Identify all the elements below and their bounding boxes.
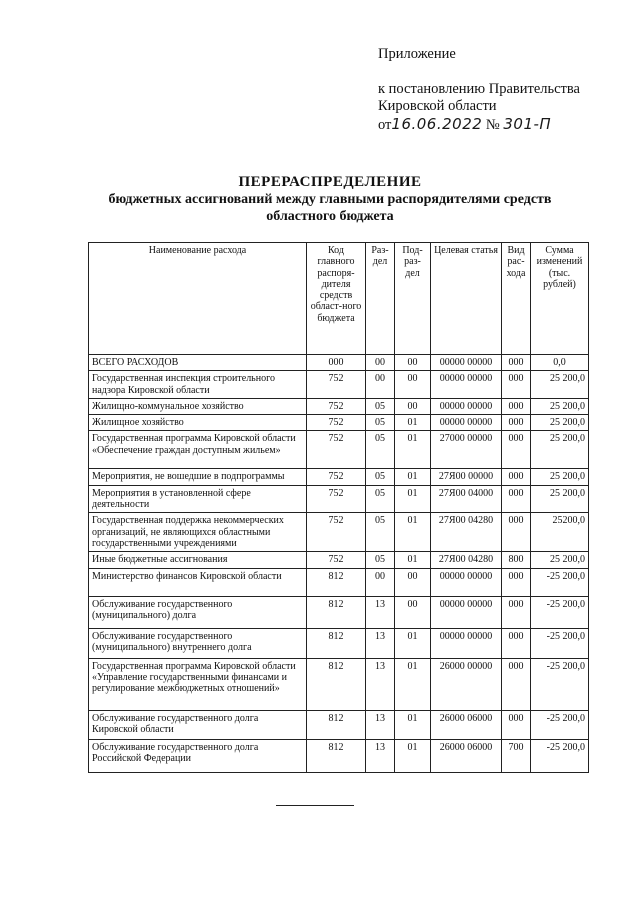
row-subsection: 01 <box>395 739 431 772</box>
appendix-date-number <box>378 116 580 135</box>
row-sum: -25 200,0 <box>531 739 589 772</box>
row-sum: 25 200,0 <box>531 371 589 399</box>
row-article: 26000 06000 <box>431 739 502 772</box>
table-row <box>89 552 589 568</box>
table-row <box>89 371 589 399</box>
row-section: 05 <box>366 415 395 431</box>
table-header-row <box>89 243 589 355</box>
row-article: 27Я00 04280 <box>431 552 502 568</box>
header-code: Код главного распоря-дителя средств област-ного бюджета <box>307 243 366 355</box>
row-name: Обслуживание государственного долга Российской Федерации <box>89 739 307 772</box>
row-section: 05 <box>366 513 395 552</box>
row-name: Обслуживание государственного (муниципального) внутреннего долга <box>89 628 307 658</box>
row-subsection: 01 <box>395 431 431 469</box>
handwritten-date: 16.06.2022 <box>391 114 483 133</box>
row-name: Государственная инспекция строительного надзора Кировской области <box>89 371 307 399</box>
row-kind: 000 <box>502 371 531 399</box>
row-article: 00000 00000 <box>431 398 502 414</box>
row-kind: 000 <box>502 568 531 596</box>
row-kind: 000 <box>502 596 531 628</box>
table-row <box>89 398 589 414</box>
row-kind: 700 <box>502 739 531 772</box>
row-section: 00 <box>366 371 395 399</box>
row-code: 812 <box>307 658 366 710</box>
budget-table <box>88 242 589 773</box>
row-subsection: 01 <box>395 513 431 552</box>
row-subsection: 01 <box>395 415 431 431</box>
row-sum: -25 200,0 <box>531 596 589 628</box>
row-section: 13 <box>366 596 395 628</box>
row-article: 26000 06000 <box>431 710 502 739</box>
row-name: Государственная программа Кировской области «Обеспечение граждан доступным жильем» <box>89 431 307 469</box>
row-code: 812 <box>307 710 366 739</box>
table-row <box>89 658 589 710</box>
row-section: 00 <box>366 355 395 371</box>
table-row <box>89 431 589 469</box>
table-row <box>89 710 589 739</box>
header-section: Раз-дел <box>366 243 395 355</box>
row-sum: 25 200,0 <box>531 469 589 485</box>
row-article: 26000 00000 <box>431 658 502 710</box>
row-name: Жилищное хозяйство <box>89 415 307 431</box>
row-subsection: 01 <box>395 628 431 658</box>
row-section: 13 <box>366 739 395 772</box>
document-subtitle-1: бюджетных ассигнований между главными распорядителями средств <box>108 192 552 207</box>
row-kind: 000 <box>502 628 531 658</box>
table-row <box>89 513 589 552</box>
row-kind: 000 <box>502 415 531 431</box>
header-kind: Вид рас-хода <box>502 243 531 355</box>
table-row <box>89 568 589 596</box>
row-sum: -25 200,0 <box>531 710 589 739</box>
row-kind: 000 <box>502 398 531 414</box>
row-section: 05 <box>366 552 395 568</box>
row-sum: 25 200,0 <box>531 398 589 414</box>
row-kind: 000 <box>502 658 531 710</box>
table-row <box>89 355 589 371</box>
row-code: 752 <box>307 415 366 431</box>
appendix-resolution: к постановлению Правительства <box>378 80 580 97</box>
row-section: 13 <box>366 628 395 658</box>
row-sum: 25 200,0 <box>531 415 589 431</box>
row-kind: 000 <box>502 355 531 371</box>
row-sum: -25 200,0 <box>531 568 589 596</box>
row-subsection: 00 <box>395 371 431 399</box>
row-kind: 800 <box>502 552 531 568</box>
row-article: 27000 00000 <box>431 431 502 469</box>
row-sum: 25 200,0 <box>531 552 589 568</box>
header-article: Целевая статья <box>431 243 502 355</box>
row-subsection: 00 <box>395 596 431 628</box>
header-subsection: Под-раз-дел <box>395 243 431 355</box>
row-name: Обслуживание государственного долга Кировской области <box>89 710 307 739</box>
appendix-title: Приложение <box>378 46 456 62</box>
row-article: 00000 00000 <box>431 628 502 658</box>
row-subsection: 01 <box>395 485 431 513</box>
row-article: 00000 00000 <box>431 568 502 596</box>
table-row <box>89 596 589 628</box>
row-code: 812 <box>307 739 366 772</box>
row-section: 13 <box>366 710 395 739</box>
row-subsection: 01 <box>395 469 431 485</box>
row-article: 27Я00 00000 <box>431 469 502 485</box>
row-kind: 000 <box>502 431 531 469</box>
row-section: 00 <box>366 568 395 596</box>
row-name: Иные бюджетные ассигнования <box>89 552 307 568</box>
footer-divider <box>276 805 354 806</box>
appendix-region: Кировской области <box>378 98 497 114</box>
row-section: 05 <box>366 431 395 469</box>
row-name: Мероприятия, не вошедшие в подпрограммы <box>89 469 307 485</box>
row-code: 812 <box>307 568 366 596</box>
header-name: Наименование расхода <box>89 243 307 355</box>
row-code: 812 <box>307 628 366 658</box>
row-code: 812 <box>307 596 366 628</box>
row-name: Государственная программа Кировской области «Управление государственными финансами и регулирование межбюджетных отношений» <box>89 658 307 710</box>
row-sum: 25 200,0 <box>531 485 589 513</box>
appendix-ot: от <box>378 116 392 133</box>
row-name: Государственная поддержка некоммерческих организаций, не являющихся областными государственными учреждениями <box>89 513 307 552</box>
row-code: 752 <box>307 552 366 568</box>
row-kind: 000 <box>502 485 531 513</box>
row-code: 752 <box>307 485 366 513</box>
table-row <box>89 628 589 658</box>
document-title-block <box>80 173 580 225</box>
row-article: 00000 00000 <box>431 415 502 431</box>
row-article: 00000 00000 <box>431 371 502 399</box>
row-subsection: 00 <box>395 398 431 414</box>
row-kind: 000 <box>502 710 531 739</box>
row-sum: 0,0 <box>531 355 589 371</box>
row-code: 752 <box>307 398 366 414</box>
row-section: 05 <box>366 398 395 414</box>
row-section: 05 <box>366 485 395 513</box>
row-sum: 25200,0 <box>531 513 589 552</box>
row-section: 13 <box>366 658 395 710</box>
row-name: Жилищно-коммунальное хозяйство <box>89 398 307 414</box>
appendix-block <box>378 46 580 134</box>
row-code: 752 <box>307 513 366 552</box>
table-row <box>89 415 589 431</box>
row-kind: 000 <box>502 513 531 552</box>
row-subsection: 01 <box>395 710 431 739</box>
row-code: 000 <box>307 355 366 371</box>
row-section: 05 <box>366 469 395 485</box>
document-title: ПЕРЕРАСПРЕДЕЛЕНИЕ <box>238 174 422 190</box>
table-row <box>89 739 589 772</box>
row-name: Обслуживание государственного (муниципального) долга <box>89 596 307 628</box>
row-subsection: 01 <box>395 552 431 568</box>
row-name: Мероприятия в установленной сфере деятельности <box>89 485 307 513</box>
table-row <box>89 469 589 485</box>
row-name: ВСЕГО РАСХОДОВ <box>89 355 307 371</box>
row-subsection: 00 <box>395 355 431 371</box>
row-subsection: 00 <box>395 568 431 596</box>
handwritten-number: 301-П <box>503 114 552 133</box>
row-sum: 25 200,0 <box>531 431 589 469</box>
header-sum: Сумма изменений (тыс. рублей) <box>531 243 589 355</box>
document-subtitle-2: областного бюджета <box>266 209 394 224</box>
row-article: 00000 00000 <box>431 355 502 371</box>
row-sum: -25 200,0 <box>531 628 589 658</box>
number-sign: № <box>485 116 500 133</box>
row-code: 752 <box>307 371 366 399</box>
row-article: 27Я00 04000 <box>431 485 502 513</box>
row-code: 752 <box>307 469 366 485</box>
row-sum: -25 200,0 <box>531 658 589 710</box>
row-kind: 000 <box>502 469 531 485</box>
row-name: Министерство финансов Кировской области <box>89 568 307 596</box>
row-code: 752 <box>307 431 366 469</box>
table-row <box>89 485 589 513</box>
row-subsection: 01 <box>395 658 431 710</box>
row-article: 00000 00000 <box>431 596 502 628</box>
row-article: 27Я00 04280 <box>431 513 502 552</box>
